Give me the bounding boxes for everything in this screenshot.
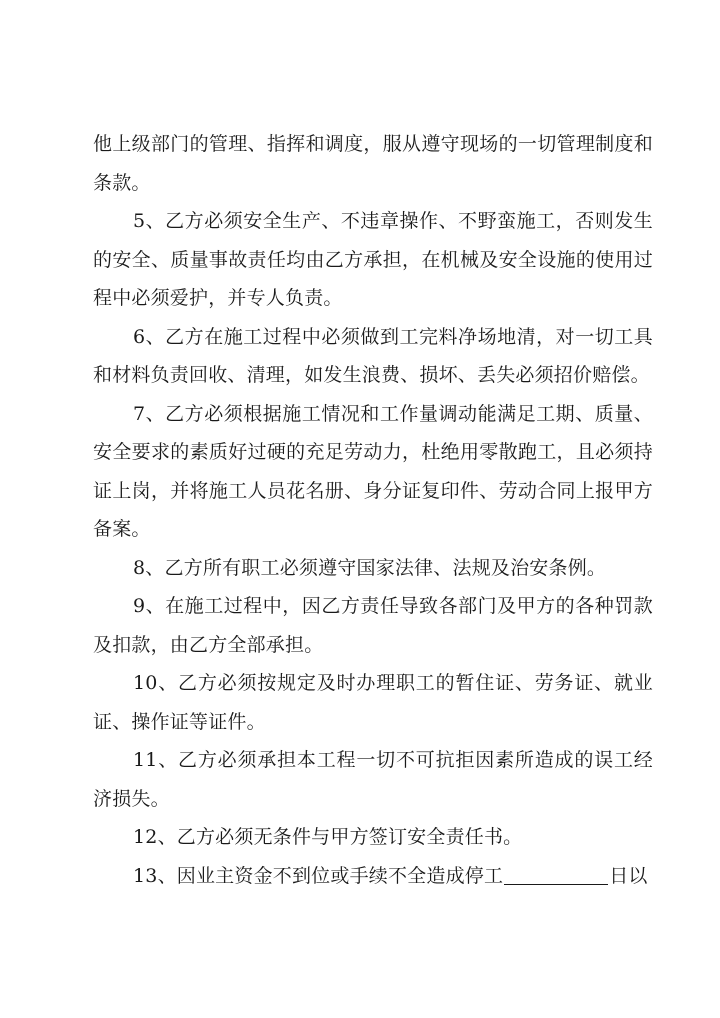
clause-11: 11、乙方必须承担本工程一切不可抗拒因素所造成的误工经济损失。 — [93, 749, 653, 810]
clause-10: 10、乙方必须按规定及时办理职工的暂住证、劳务证、就业证、操作证等证件。 — [93, 672, 653, 733]
clause-13-suffix: 日以 — [609, 864, 648, 887]
document-body — [93, 125, 653, 895]
clause-9: 9、在施工过程中，因乙方责任导致各部门及甲方的各种罚款及扣款，由乙方全部承担。 — [93, 595, 653, 656]
clause-7: 7、乙方必须根据施工情况和工作量调动能满足工期、质量、安全要求的素质好过硬的充足劳动力，杜绝用零散跑工，且必须持证上岗，并将施工人员花名册、身分证复印件、劳动合同上报甲方备案。 — [93, 402, 653, 540]
paragraph-continuation: 他上级部门的管理、指挥和调度，服从遵守现场的一切管理制度和条款。 — [93, 133, 653, 194]
clause-6: 6、乙方在施工过程中必须做到工完料净场地清，对一切工具和材料负责回收、清理，如发生浪费、损坏、丢失必须招价赔偿。 — [93, 325, 653, 386]
clause-13 — [93, 857, 653, 896]
clause-5: 5、乙方必须安全生产、不违章操作、不野蛮施工，否则发生的安全、质量事故责任均由乙方承担，在机械及安全设施的使用过程中必须爱护，并专人负责。 — [93, 210, 653, 309]
clause-8: 8、乙方所有职工必须遵守国家法律、法规及治安条例。 — [133, 556, 607, 579]
clause-12: 12、乙方必须无条件与甲方签订安全责任书。 — [133, 826, 523, 848]
fill-in-blank — [504, 863, 608, 885]
clause-13-text: 13、因业主资金不到位或手续不全造成停工 — [133, 864, 504, 887]
